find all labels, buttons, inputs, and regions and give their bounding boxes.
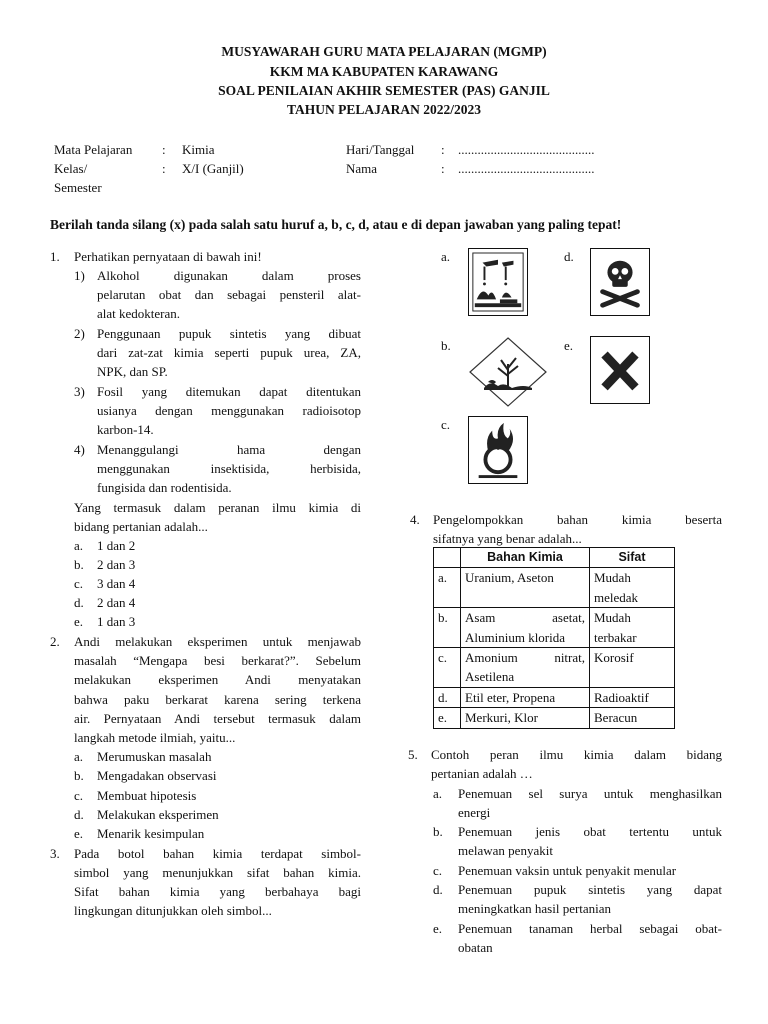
row-sifat	[590, 568, 675, 608]
q2-line: melakukan eksperimen Andi menyatakan	[74, 672, 361, 687]
q2-line: bahwa paku berkarat karena sering terkena	[74, 692, 361, 707]
table-header-blank	[434, 548, 461, 568]
q1-statement-3-line: usianya dengan menggunakan radioisotop	[97, 403, 361, 418]
table-row[interactable]	[434, 687, 675, 707]
q1-statement-4-line: menggunakan insektisida, herbisida,	[97, 461, 361, 476]
q1-statement-2-line: dari zat-zat kimia seperti pupuk urea, ZA,	[97, 345, 361, 360]
q4-line: Pengelompokkan bahan kimia beserta	[433, 512, 722, 527]
bahan-line	[465, 608, 585, 627]
q1-option-e[interactable]: 1 dan 3	[97, 614, 136, 629]
q1-statement-1-line: pelarutan obat dan sebagai pensteril alat-	[97, 287, 361, 302]
symbol-a-label[interactable]: a.	[441, 249, 451, 264]
row-sifat	[590, 648, 675, 688]
q5-option-letter[interactable]: a.	[433, 786, 443, 801]
q3-line: simbol yang menunjukkan sifat bahan kimia.	[74, 865, 361, 880]
table-row[interactable]	[434, 568, 675, 608]
q5-number: 5.	[408, 747, 418, 762]
q1-statement-3-line: karbon-14.	[97, 422, 154, 437]
row-bahan	[461, 608, 590, 648]
q1-statement-number: 3)	[74, 384, 85, 399]
q5-option-b-cont[interactable]: melawan penyakit	[458, 843, 553, 858]
row-letter[interactable]: c.	[434, 648, 461, 688]
q5-option-e[interactable]: Penemuan tanaman herbal sebagai obat-	[458, 921, 722, 936]
sifat-line: Radioaktif	[594, 689, 649, 705]
subject-value: Kimia	[182, 142, 215, 157]
q1-statement-number: 2)	[74, 326, 85, 341]
subject-colon: :	[162, 142, 166, 157]
header-line-3: SOAL PENILAIAN AKHIR SEMESTER (PAS) GANJIL	[218, 83, 550, 98]
q2-option-letter[interactable]: e.	[74, 826, 84, 841]
row-letter[interactable]: b.	[434, 608, 461, 648]
q1-option-letter[interactable]: b.	[74, 557, 84, 572]
q1-option-a[interactable]: 1 dan 2	[97, 538, 136, 553]
q2-option-d[interactable]: Melakukan eksperimen	[97, 807, 219, 822]
table-row[interactable]	[434, 648, 675, 688]
subject-label: Mata Pelajaran	[54, 142, 133, 157]
symbol-e-label[interactable]: e.	[564, 338, 574, 353]
bahan-line: Merkuri, Klor	[465, 710, 538, 726]
class-label: Kelas/	[54, 161, 88, 176]
row-letter[interactable]: d.	[434, 687, 461, 707]
q1-option-c[interactable]: 3 dan 4	[97, 576, 136, 591]
sifat-line: terbakar	[594, 629, 637, 645]
q2-option-letter[interactable]: c.	[74, 788, 84, 803]
q5-option-letter[interactable]: d.	[433, 882, 443, 897]
row-sifat	[590, 608, 675, 648]
q4-line: sifatnya yang benar adalah...	[433, 531, 582, 546]
bahan-line: Etil eter, Propena	[465, 689, 556, 705]
q5-option-a-cont[interactable]: energi	[458, 805, 491, 820]
date-label: Hari/Tanggal	[346, 142, 415, 157]
row-letter[interactable]: a.	[434, 568, 461, 608]
corrosive-icon[interactable]	[468, 248, 528, 316]
q1-statement-1-line: Alkohol digunakan dalam proses	[97, 268, 361, 283]
sifat-line: Beracun	[594, 710, 638, 726]
q2-option-b[interactable]: Mengadakan observasi	[97, 768, 217, 783]
q1-statement-number: 4)	[74, 442, 85, 457]
symbol-b-label[interactable]: b.	[441, 338, 451, 353]
q1-statement-4-line: fungisida dan rodentisida.	[97, 480, 232, 495]
oxidizing-icon[interactable]	[468, 416, 528, 484]
q1-option-b[interactable]: 2 dan 3	[97, 557, 136, 572]
row-bahan	[461, 708, 590, 728]
sifat-line: meledak	[594, 589, 639, 605]
class-value: X/I (Ganjil)	[182, 161, 244, 176]
bahan-line: Asetilena	[465, 669, 515, 685]
bahan-word: Asam	[465, 610, 496, 626]
q1-number: 1.	[50, 249, 60, 264]
q2-line: air. Pernyataan Andi tersebut termasuk dalam	[74, 711, 361, 726]
q2-number: 2.	[50, 634, 60, 649]
symbol-c-label[interactable]: c.	[441, 417, 451, 432]
row-bahan	[461, 648, 590, 688]
q1-statement-2-line: NPK, dan SP.	[97, 364, 168, 379]
q1-option-letter[interactable]: e.	[74, 614, 84, 629]
q2-option-e[interactable]: Menarik kesimpulan	[97, 826, 205, 841]
q2-line: langkah metode ilmiah, yaitu...	[74, 730, 236, 745]
q2-line: Andi melakukan eksperimen untuk menjawab	[74, 634, 361, 649]
name-colon: :	[441, 161, 445, 176]
bahan-line	[465, 648, 585, 667]
q5-option-b[interactable]: Penemuan jenis obat tertentu untuk	[458, 824, 722, 839]
date-colon: :	[441, 142, 445, 157]
bahan-word: Amonium	[465, 650, 518, 666]
semester-label: Semester	[54, 180, 102, 195]
environment-hazard-icon[interactable]	[468, 336, 548, 408]
table-header-sifat: Sifat	[590, 548, 675, 568]
row-sifat	[590, 708, 675, 728]
table-row[interactable]	[434, 608, 675, 648]
q5-line: pertanian adalah …	[431, 766, 533, 781]
harmful-x-icon[interactable]	[590, 336, 650, 404]
row-bahan	[461, 568, 590, 608]
sifat-line: Korosif	[594, 650, 634, 666]
q5-option-a[interactable]: Penemuan sel surya untuk menghasilkan	[458, 786, 722, 801]
q2-line: masalah “Mengapa besi berkarat?”. Sebelum	[74, 653, 361, 668]
q5-option-letter[interactable]: c.	[433, 863, 443, 878]
q1-statement-2-line: Penggunaan pupuk sintetis yang dibuat	[97, 326, 361, 341]
q3-line: lingkungan ditunjukkan oleh simbol...	[74, 903, 272, 918]
row-letter[interactable]: e.	[434, 708, 461, 728]
q5-option-letter[interactable]: e.	[433, 921, 443, 936]
name-label: Nama	[346, 161, 378, 176]
table-header-bahan: Bahan Kimia	[461, 548, 590, 568]
header-line-4: TAHUN PELAJARAN 2022/2023	[286, 102, 481, 117]
q5-option-c[interactable]: Penemuan vaksin untuk penyakit menular	[458, 863, 677, 878]
q3-line: Pada botol bahan kimia terdapat simbol-	[74, 846, 361, 861]
q1-question-line: bidang pertanian adalah...	[74, 519, 208, 534]
q2-option-c[interactable]: Membuat hipotesis	[97, 788, 197, 803]
q5-option-letter[interactable]: b.	[433, 824, 443, 839]
table-header-row	[434, 548, 675, 568]
q1-option-letter[interactable]: c.	[74, 576, 84, 591]
q5-option-d-cont[interactable]: meningkatkan hasil pertanian	[458, 901, 612, 916]
name-field[interactable]: ..........................................	[458, 161, 595, 176]
q2-option-letter[interactable]: a.	[74, 749, 84, 764]
instruction: Berilah tanda silang (x) pada salah satu huruf a, b, c, d, atau e di depan jawaban yang paling tepat!	[50, 217, 622, 232]
symbol-d-label[interactable]: d.	[564, 249, 574, 264]
sifat-line: Mudah	[594, 570, 631, 586]
header-line-1: MUSYAWARAH GURU MATA PELAJARAN (MGMP)	[221, 44, 547, 59]
q1-option-letter[interactable]: a.	[74, 538, 84, 553]
q1-statement-4-line: Menanggulangi hama dengan	[97, 442, 361, 457]
q1-question-line: Yang termasuk dalam peranan ilmu kimia di	[74, 500, 361, 515]
q5-option-d[interactable]: Penemuan pupuk sintetis yang dapat	[458, 882, 722, 897]
class-colon: :	[162, 161, 166, 176]
date-field[interactable]: ..........................................	[458, 142, 595, 157]
q2-option-letter[interactable]: d.	[74, 807, 84, 822]
q3-line: Sifat bahan kimia yang berbahaya bagi	[74, 884, 361, 899]
q5-line: Contoh peran ilmu kimia dalam bidang	[431, 747, 722, 762]
q4-number: 4.	[410, 512, 420, 527]
q1-option-letter[interactable]: d.	[74, 595, 84, 610]
bahan-line: Uranium, Aseton	[465, 570, 554, 586]
header-line-2: KKM MA KABUPATEN KARAWANG	[269, 64, 499, 79]
bahan-line: Aluminium klorida	[465, 629, 566, 645]
row-bahan	[461, 687, 590, 707]
q2-option-a[interactable]: Merumuskan masalah	[97, 749, 212, 764]
sifat-line: Mudah	[594, 610, 631, 626]
q4-table	[433, 547, 675, 729]
q2-option-letter[interactable]: b.	[74, 768, 84, 783]
q1-statement-number: 1)	[74, 268, 85, 283]
bahan-word: asetat,	[552, 610, 585, 626]
bahan-word: nitrat,	[554, 650, 585, 666]
q1-statement-3-line: Fosil yang ditemukan dapat ditentukan	[97, 384, 361, 399]
q3-number: 3.	[50, 846, 60, 861]
q5-option-e-cont[interactable]: obatan	[458, 940, 493, 955]
q1-stem: Perhatikan pernyataan di bawah ini!	[74, 249, 262, 264]
row-sifat	[590, 687, 675, 707]
q1-option-d[interactable]: 2 dan 4	[97, 595, 136, 610]
table-row[interactable]	[434, 708, 675, 728]
toxic-skull-icon[interactable]	[590, 248, 650, 316]
q1-statement-1-line: alat kedokteran.	[97, 306, 181, 321]
